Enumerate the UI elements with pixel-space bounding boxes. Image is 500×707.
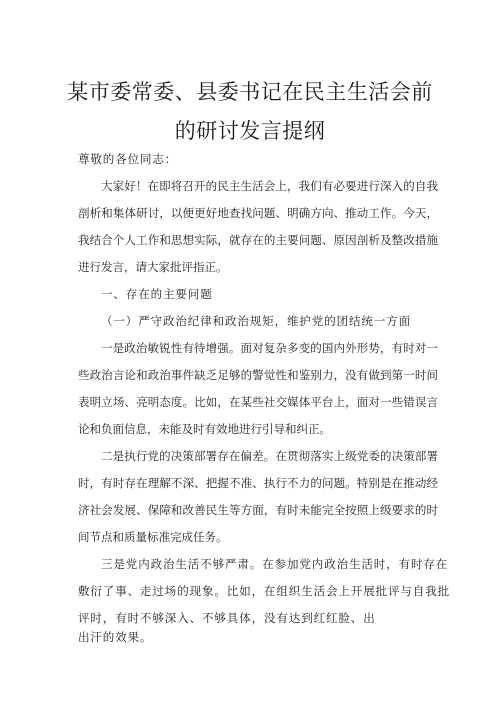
paragraph-party-life-line-1: 三是党内政治生活不够严肃。在参加党内政治生活时，有时存在	[101, 557, 449, 571]
paragraph-party-life-line-3: 评时，有时不够深入、不够具体，没有达到红红脸、出	[78, 611, 376, 625]
subsection-heading-political-discipline: （一）严守政治纪律和政治规矩，维护党的团结统一方面	[101, 314, 411, 328]
section-heading-problems: 一、存在的主要问题	[101, 287, 213, 301]
salutation: 尊敬的各位同志：	[78, 152, 178, 166]
document-title-line-1: 某市委常委、县委书记在民主生活会前	[67, 80, 433, 104]
paragraph-policy-execution: 二是执行党的决策部署存在偏差。在贯彻落实上级党委的决策部署时，有时存在理解不深、把握不准、执行不力的问题。特别是在推动经济社会发展、保障和改善民生等方面，有时未能完全按照上级要求的时间节点和质量标准完成任务。	[78, 449, 438, 544]
paragraph-political-sensitivity: 一是政治敏锐性有待增强。面对复杂多变的国内外形势，有时对一些政治言论和政治事件缺乏足够的警觉性和鉴别力，没有做到第一时间表明立场、亮明态度。比如，在某些社交媒体平台上，面对一些错误言论和负面信息，未能及时有效地进行引导和纠正。	[78, 341, 438, 436]
paragraph-party-life-line-2: 敷衍了事、走过场的现象。比如，在组织生活会上开展批评与自我批	[78, 584, 450, 598]
paragraph-party-life-line-4: 出汗的效果。	[78, 630, 153, 644]
intro-paragraph: 大家好！在即将召开的民主生活会上，我们有必要进行深入的自我剖析和集体研讨，以便更好地查找问题、明确方向、推动工作。今天，我结合个人工作和思想实际，就存在的主要问题、原因剖析及整改措施进行发言，请大家批评指正。	[78, 179, 438, 274]
document-title-line-2: 的研讨发言提纲	[174, 119, 326, 143]
